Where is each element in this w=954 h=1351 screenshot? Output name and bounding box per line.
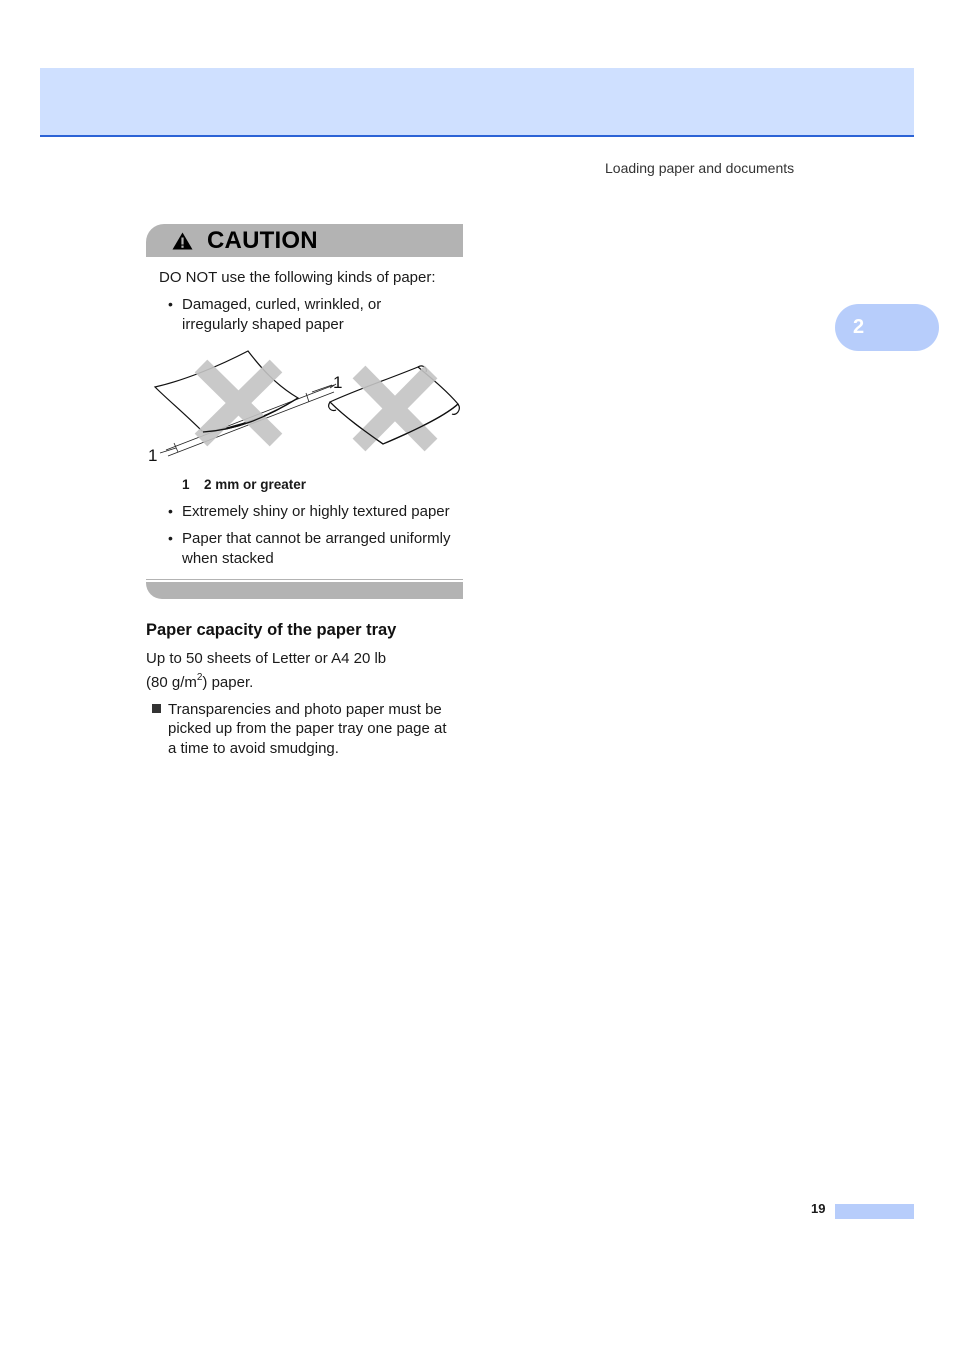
curled-paper-illustration	[146, 340, 464, 470]
unit-superscript: 2	[196, 672, 203, 683]
caution-divider	[146, 579, 463, 580]
bullet-dot: •	[168, 503, 173, 519]
caution-title: CAUTION	[207, 227, 318, 254]
caution-footer	[146, 582, 463, 599]
chapter-tab[interactable]: 2	[835, 304, 939, 351]
caution-header	[146, 224, 463, 257]
bullet-3-line1: Paper that cannot be arranged uniformly	[182, 530, 451, 547]
caution-intro: DO NOT use the following kinds of paper:	[159, 269, 436, 286]
note-line1: Transparencies and photo paper must be	[168, 701, 442, 718]
square-bullet-icon	[152, 704, 161, 713]
callout-legend-text: 2 mm or greater	[204, 477, 307, 492]
unit-suffix: ) paper.	[202, 674, 254, 691]
bullet-2-line1: Extremely shiny or highly textured paper	[182, 503, 450, 520]
page-number: 19	[811, 1201, 826, 1216]
bullet-3-line2: when stacked	[182, 550, 274, 567]
callout-number-right: 1	[333, 373, 343, 392]
header-band	[40, 68, 914, 137]
section-heading: Paper capacity of the paper tray	[146, 621, 397, 639]
callout-legend-number: 1	[182, 477, 190, 492]
callout-number-left: 1	[148, 446, 158, 465]
bullet-1-line2: irregularly shaped paper	[182, 316, 344, 333]
unit-prefix: (80 g/m	[146, 674, 197, 691]
section-paragraph-line2	[146, 673, 253, 693]
bullet-dot: •	[168, 296, 173, 312]
running-head: Loading paper and documents	[605, 160, 795, 176]
note-line2: picked up from the paper tray one page at	[168, 720, 447, 737]
warning-icon	[172, 232, 193, 250]
section-paragraph-line1: Up to 50 sheets of Letter or A4 20 lb	[146, 650, 387, 667]
page-number-band	[835, 1204, 914, 1219]
bullet-1-line1: Damaged, curled, wrinkled, or	[182, 296, 382, 313]
note-line3: a time to avoid smudging.	[168, 740, 339, 757]
bullet-dot: •	[168, 530, 173, 546]
